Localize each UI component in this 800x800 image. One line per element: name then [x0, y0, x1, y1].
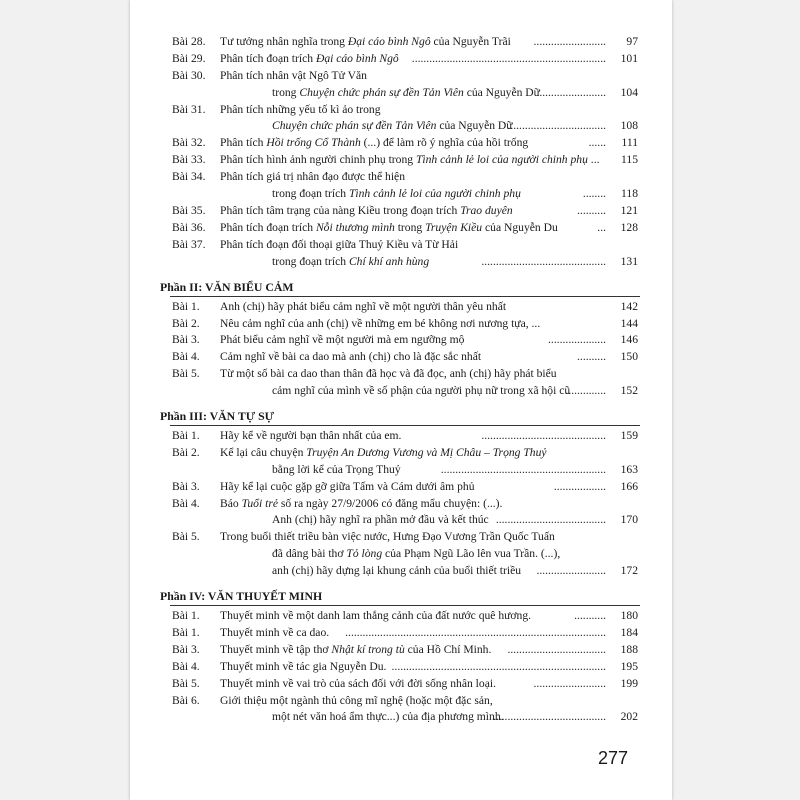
- entry-page-number: 163: [620, 462, 638, 476]
- dot-leader: ...: [597, 220, 606, 234]
- toc-line: [172, 563, 638, 579]
- toc-line: [172, 659, 638, 675]
- dot-leader: .........................: [533, 676, 606, 690]
- entry-title-italic: Truyện An Dương Vương và Mị Châu – Trọng Thuỷ: [306, 445, 547, 459]
- dot-leader: .........................................................: [440, 462, 606, 476]
- entry-title: [220, 237, 458, 253]
- entry-page-number: 150: [620, 350, 638, 364]
- entry-title-text: của Nguyễn Trãi: [430, 35, 511, 48]
- toc-line: [172, 383, 638, 399]
- entry-title: [220, 203, 513, 219]
- entry-title-text: Phân tích tâm trạng của nàng Kiều trong đoạn trích: [220, 204, 461, 217]
- entry-page-number: 108: [620, 119, 638, 133]
- dot-leader: ....................: [548, 333, 606, 347]
- entry-page-number: 202: [620, 710, 638, 724]
- entry-page-number: 180: [620, 609, 638, 623]
- entry-title-text: trong: [394, 220, 426, 234]
- entry-title: [220, 625, 329, 641]
- entry-number: Bài 5.: [172, 676, 200, 690]
- entry-title-italic: Tỏ lòng: [346, 547, 383, 561]
- toc-line: [172, 254, 638, 270]
- entry-title-text: Hãy kể về người bạn thân nhất của em.: [220, 429, 402, 442]
- dot-leader: ........: [582, 187, 606, 201]
- entry-title: [272, 512, 489, 528]
- entry-title: [220, 349, 481, 365]
- section-heading: Phần III: VĂN TỰ SỰ: [160, 409, 275, 423]
- toc-line: [172, 332, 638, 348]
- entry-title: [272, 462, 401, 478]
- entry-title: [220, 496, 502, 512]
- entry-title-text: ...: [587, 153, 600, 167]
- entry-title-text: anh (chị) hãy dựng lại khung cảnh của buổi thiết triều: [272, 564, 522, 578]
- entry-title-text: Phân tích giá trị nhân đạo được thể hiện: [220, 170, 405, 184]
- entry-title: [220, 316, 540, 332]
- entry-title-italic: Truyện Kiều: [425, 220, 483, 234]
- entry-title-text: trong đoạn trích: [272, 187, 349, 201]
- entry-title: [272, 186, 521, 202]
- entry-title: [220, 332, 464, 348]
- entry-page-number: 128: [620, 220, 638, 234]
- entry-title-italic: Chuyện chức phán sự đền Tản Viên: [272, 119, 437, 133]
- entry-title-text: của Nguyễn Dữ: [436, 119, 513, 133]
- entry-title: [220, 68, 367, 84]
- toc-line: [172, 118, 638, 134]
- entry-number: Bài 35.: [172, 204, 206, 217]
- entry-title-italic: Hồi trống Cổ Thành: [266, 136, 361, 150]
- entry-title-text: Phân tích đoạn trích: [220, 51, 316, 65]
- entry-title-italic: Tuổi trẻ: [241, 496, 278, 510]
- entry-page-number: 199: [620, 676, 638, 690]
- entry-title-text: bằng lời kể của Trọng Thuỷ: [272, 462, 401, 476]
- entry-title-text: Phân tích nhân vật Ngô Tử Văn: [220, 68, 367, 82]
- entry-page-number: 121: [620, 204, 638, 217]
- entry-page-number: 118: [621, 187, 638, 201]
- entry-page-number: 104: [620, 85, 638, 99]
- entry-number: Bài 32.: [172, 136, 206, 150]
- toc-line: [172, 428, 638, 444]
- section-rule: [170, 605, 640, 606]
- entry-title-text: số ra ngày 27/9/2006 có đăng mẩu chuyện: (...).: [277, 496, 503, 510]
- entry-number: Bài 4.: [172, 496, 200, 510]
- entry-title: [272, 709, 504, 725]
- toc-line: [172, 220, 638, 236]
- entry-number: Bài 2.: [172, 316, 200, 330]
- entry-title-text: Cảm nghĩ về bài ca dao mà anh (chị) cho là đặc sắc nhất: [220, 350, 482, 364]
- entry-number: Bài 29.: [172, 51, 206, 65]
- entry-title: [220, 529, 555, 545]
- entry-page-number: 97: [626, 35, 638, 48]
- toc-line: [172, 693, 638, 709]
- entry-title-text: của Phạm Ngũ Lão lên vua Trần. (...),: [382, 547, 561, 561]
- entry-number: Bài 31.: [172, 102, 206, 116]
- entry-title: [272, 85, 540, 101]
- entry-title: [272, 563, 521, 579]
- entry-title: [220, 693, 493, 709]
- entry-title-text: Phân tích hình ảnh người chinh phụ trong: [220, 153, 416, 167]
- toc-line: [172, 608, 638, 624]
- toc-line: [172, 237, 638, 253]
- toc-line: [172, 546, 638, 562]
- entry-title-text: Anh (chị) hãy nghĩ ra phần mở đầu và kết thúc: [272, 513, 489, 527]
- toc-line: [172, 462, 638, 478]
- entry-number: Bài 36.: [172, 220, 206, 234]
- section-heading: Phần II: VĂN BIỂU CẢM: [160, 279, 294, 294]
- entry-title-text: Kể lại câu chuyện: [220, 445, 307, 459]
- entry-title: [220, 659, 386, 675]
- entry-title-text: cảm nghĩ của mình về số phận của người phụ nữ trong xã hội cũ: [272, 384, 571, 398]
- entry-title-text: Báo: [220, 496, 242, 510]
- dot-leader: ...........................................: [481, 254, 606, 268]
- section-rule: [170, 296, 640, 297]
- toc-line: [172, 85, 638, 101]
- entry-page-number: 159: [620, 429, 638, 442]
- toc-line: [172, 529, 638, 545]
- entry-number: Bài 1.: [172, 626, 200, 639]
- entry-title: [220, 608, 531, 624]
- entry-number: Bài 37.: [172, 237, 206, 251]
- section-rule: [170, 425, 640, 426]
- dot-leader: ........................: [536, 85, 606, 99]
- entry-title: [220, 676, 496, 692]
- toc-line: [172, 676, 638, 692]
- entry-title: [220, 299, 506, 315]
- dot-leader: .........................: [533, 35, 606, 48]
- entry-title-italic: Trao duyên: [460, 204, 513, 217]
- entry-number: Bài 4.: [172, 350, 200, 364]
- toc-line: [172, 496, 638, 512]
- entry-page-number: 146: [620, 333, 638, 347]
- entry-number: Bài 3.: [172, 333, 200, 347]
- entry-title-text: của Nguyễn Du: [482, 220, 558, 234]
- entry-number: Bài 1.: [172, 299, 200, 313]
- entry-page-number: 166: [620, 479, 638, 493]
- toc-line: [172, 316, 638, 332]
- entry-title: [220, 135, 528, 151]
- dot-leader: ..........: [577, 350, 606, 364]
- entry-title-text: Tư tưởng nhân nghĩa trong: [220, 35, 348, 48]
- entry-title-italic: Chí khí anh hùng: [348, 254, 430, 268]
- entry-number: Bài 3.: [172, 642, 200, 656]
- entry-title-text: Thuyết minh về tập thơ: [220, 642, 332, 656]
- dot-leader: ..........: [577, 204, 606, 217]
- entry-page-number: 115: [621, 153, 638, 167]
- entry-page-number: 101: [620, 51, 638, 65]
- toc-line: [172, 68, 638, 84]
- entry-title: [220, 34, 511, 50]
- toc-line: [172, 349, 638, 365]
- entry-title: [220, 51, 399, 67]
- entry-title: [220, 169, 405, 185]
- entry-title-text: Anh (chị) hãy phát biểu cảm nghĩ về một người thân yêu nhất: [220, 299, 507, 313]
- entry-number: Bài 1.: [172, 609, 200, 623]
- entry-number: Bài 5.: [172, 530, 200, 544]
- entry-title-text: Phân tích đoạn đối thoại giữa Thuý Kiều và Từ Hải: [220, 237, 459, 251]
- toc-line: [172, 135, 638, 151]
- toc-line: [172, 445, 638, 461]
- book-page: [130, 0, 672, 800]
- entry-title-text: của Hồ Chí Minh.: [404, 642, 492, 656]
- page-number: 277: [597, 748, 628, 768]
- entry-page-number: 184: [620, 626, 638, 639]
- entry-title-text: Từ một số bài ca dao than thân đã học và đã đọc, anh (chị) hãy phát biểu: [220, 367, 557, 381]
- dot-leader: ...........: [574, 609, 606, 623]
- entry-title-text: Phân tích đoạn trích: [220, 220, 316, 234]
- entry-number: Bài 34.: [172, 170, 206, 184]
- dot-leader: ..................: [553, 479, 606, 493]
- entry-title: [220, 445, 547, 461]
- toc-line: [172, 642, 638, 658]
- entry-page-number: 131: [620, 254, 638, 268]
- entry-title-italic: Tình cảnh lẻ loi của người chinh phụ: [348, 187, 521, 201]
- entry-title-text: Giới thiệu một ngành thủ công mĩ nghệ (hoặc một đặc sản,: [220, 693, 493, 707]
- entry-number: Bài 5.: [172, 367, 200, 381]
- entry-number: Bài 4.: [172, 659, 200, 673]
- entry-number: Bài 2.: [172, 445, 200, 459]
- entry-number: Bài 3.: [172, 479, 200, 493]
- entry-title-text: trong đoạn trích: [272, 254, 349, 268]
- toc-line: [172, 479, 638, 495]
- entry-title-italic: Đại cáo bình Ngô: [315, 51, 399, 65]
- dot-leader: ...................................................................: [411, 51, 606, 65]
- entry-title-text: Trong buổi thiết triều bàn việc nước, Hưng Đạo Vương Trần Quốc Tuấn: [220, 530, 555, 544]
- dot-leader: ...........................................: [481, 429, 606, 442]
- entry-number: Bài 33.: [172, 153, 206, 167]
- entry-title-text: Thuyết minh về ca dao.: [220, 626, 330, 639]
- entry-title-text: của Nguyễn Dữ: [463, 85, 540, 99]
- entry-title-italic: Nhật kí trong tù: [331, 642, 405, 656]
- entry-title: [272, 254, 429, 270]
- entry-title-text: Thuyết minh về tác gia Nguyễn Du.: [220, 659, 387, 673]
- entry-title: [272, 118, 513, 134]
- entry-number: Bài 1.: [172, 429, 200, 442]
- entry-page-number: 188: [620, 642, 638, 656]
- dot-leader: ..........................................................................: [391, 659, 606, 673]
- dot-leader: .......................................: [492, 710, 606, 724]
- dot-leader: ........................: [536, 564, 606, 578]
- entry-title-italic: Tình cảnh lẻ loi của người chinh phụ: [415, 153, 588, 167]
- entry-title-text: Phát biểu cảm nghĩ về một người mà em ngưỡng mộ: [220, 333, 465, 347]
- entry-title-italic: Đại cáo bình Ngô: [347, 35, 431, 48]
- entry-title-italic: Nỗi thương mình: [315, 220, 395, 234]
- section-heading: Phần IV: VĂN THUYẾT MINH: [160, 589, 323, 604]
- dot-leader: ......: [588, 136, 606, 150]
- toc-line: [172, 299, 638, 315]
- entry-title-italic: Chuyện chức phán sự đền Tản Viên: [299, 85, 464, 99]
- entry-title: [220, 102, 381, 118]
- dot-leader: ..................................: [507, 119, 606, 133]
- entry-title-text: đã dâng bài thơ: [272, 547, 347, 561]
- entry-title: [220, 642, 491, 658]
- entry-number: Bài 28.: [172, 35, 206, 48]
- entry-page-number: 195: [620, 659, 638, 673]
- entry-title-text: trong: [272, 85, 300, 99]
- dot-leader: ......................................: [495, 513, 606, 527]
- toc-line: [172, 366, 638, 382]
- entry-title-text: Nêu cảm nghĩ của anh (chị) về những em bé không nơi nương tựa, ...: [220, 316, 541, 330]
- toc-line: [172, 152, 638, 168]
- entry-title: [220, 366, 557, 382]
- entry-number: Bài 6.: [172, 693, 200, 707]
- toc-line: [172, 51, 638, 67]
- dot-leader: ..................................: [507, 642, 606, 656]
- entry-page-number: 152: [620, 384, 638, 398]
- entry-page-number: 172: [620, 564, 638, 578]
- entry-title: [272, 383, 570, 399]
- entry-number: Bài 30.: [172, 68, 206, 82]
- dot-leader: ..............: [565, 384, 606, 398]
- entry-title: [220, 428, 401, 444]
- entry-title-text: Phân tích những yếu tố kì ảo trong: [220, 102, 381, 116]
- entry-title-text: một nét văn hoá ẩm thực...) của địa phương mình.: [272, 710, 504, 724]
- entry-title-text: Hãy kể lại cuộc gặp gỡ giữa Tấm và Cám dưới âm phủ: [220, 479, 475, 493]
- toc-line: [172, 34, 638, 50]
- toc-line: [172, 625, 638, 641]
- entry-page-number: 111: [621, 136, 638, 150]
- toc-line: [172, 709, 638, 725]
- entry-title: [220, 479, 475, 495]
- entry-title-text: Thuyết minh về vai trò của sách đối với đời sống nhân loại.: [220, 676, 496, 690]
- dot-leader: ..........................................................................................: [345, 626, 606, 639]
- entry-page-number: 144: [620, 316, 638, 330]
- toc-line: [172, 512, 638, 528]
- toc-line: [172, 169, 638, 185]
- entry-title-text: (...) để làm rõ ý nghĩa của hồi trống: [360, 136, 529, 150]
- toc-line: [172, 186, 638, 202]
- entry-title-text: Phân tích: [220, 136, 267, 150]
- toc-line: [172, 203, 638, 219]
- entry-page-number: 170: [620, 513, 638, 527]
- entry-title: [220, 152, 599, 168]
- entry-page-number: 142: [620, 299, 638, 313]
- entry-title: [272, 546, 560, 562]
- toc-line: [172, 102, 638, 118]
- entry-title-text: Thuyết minh về một danh lam thắng cảnh của đất nước quê hương.: [220, 609, 532, 623]
- entry-title: [220, 220, 558, 236]
